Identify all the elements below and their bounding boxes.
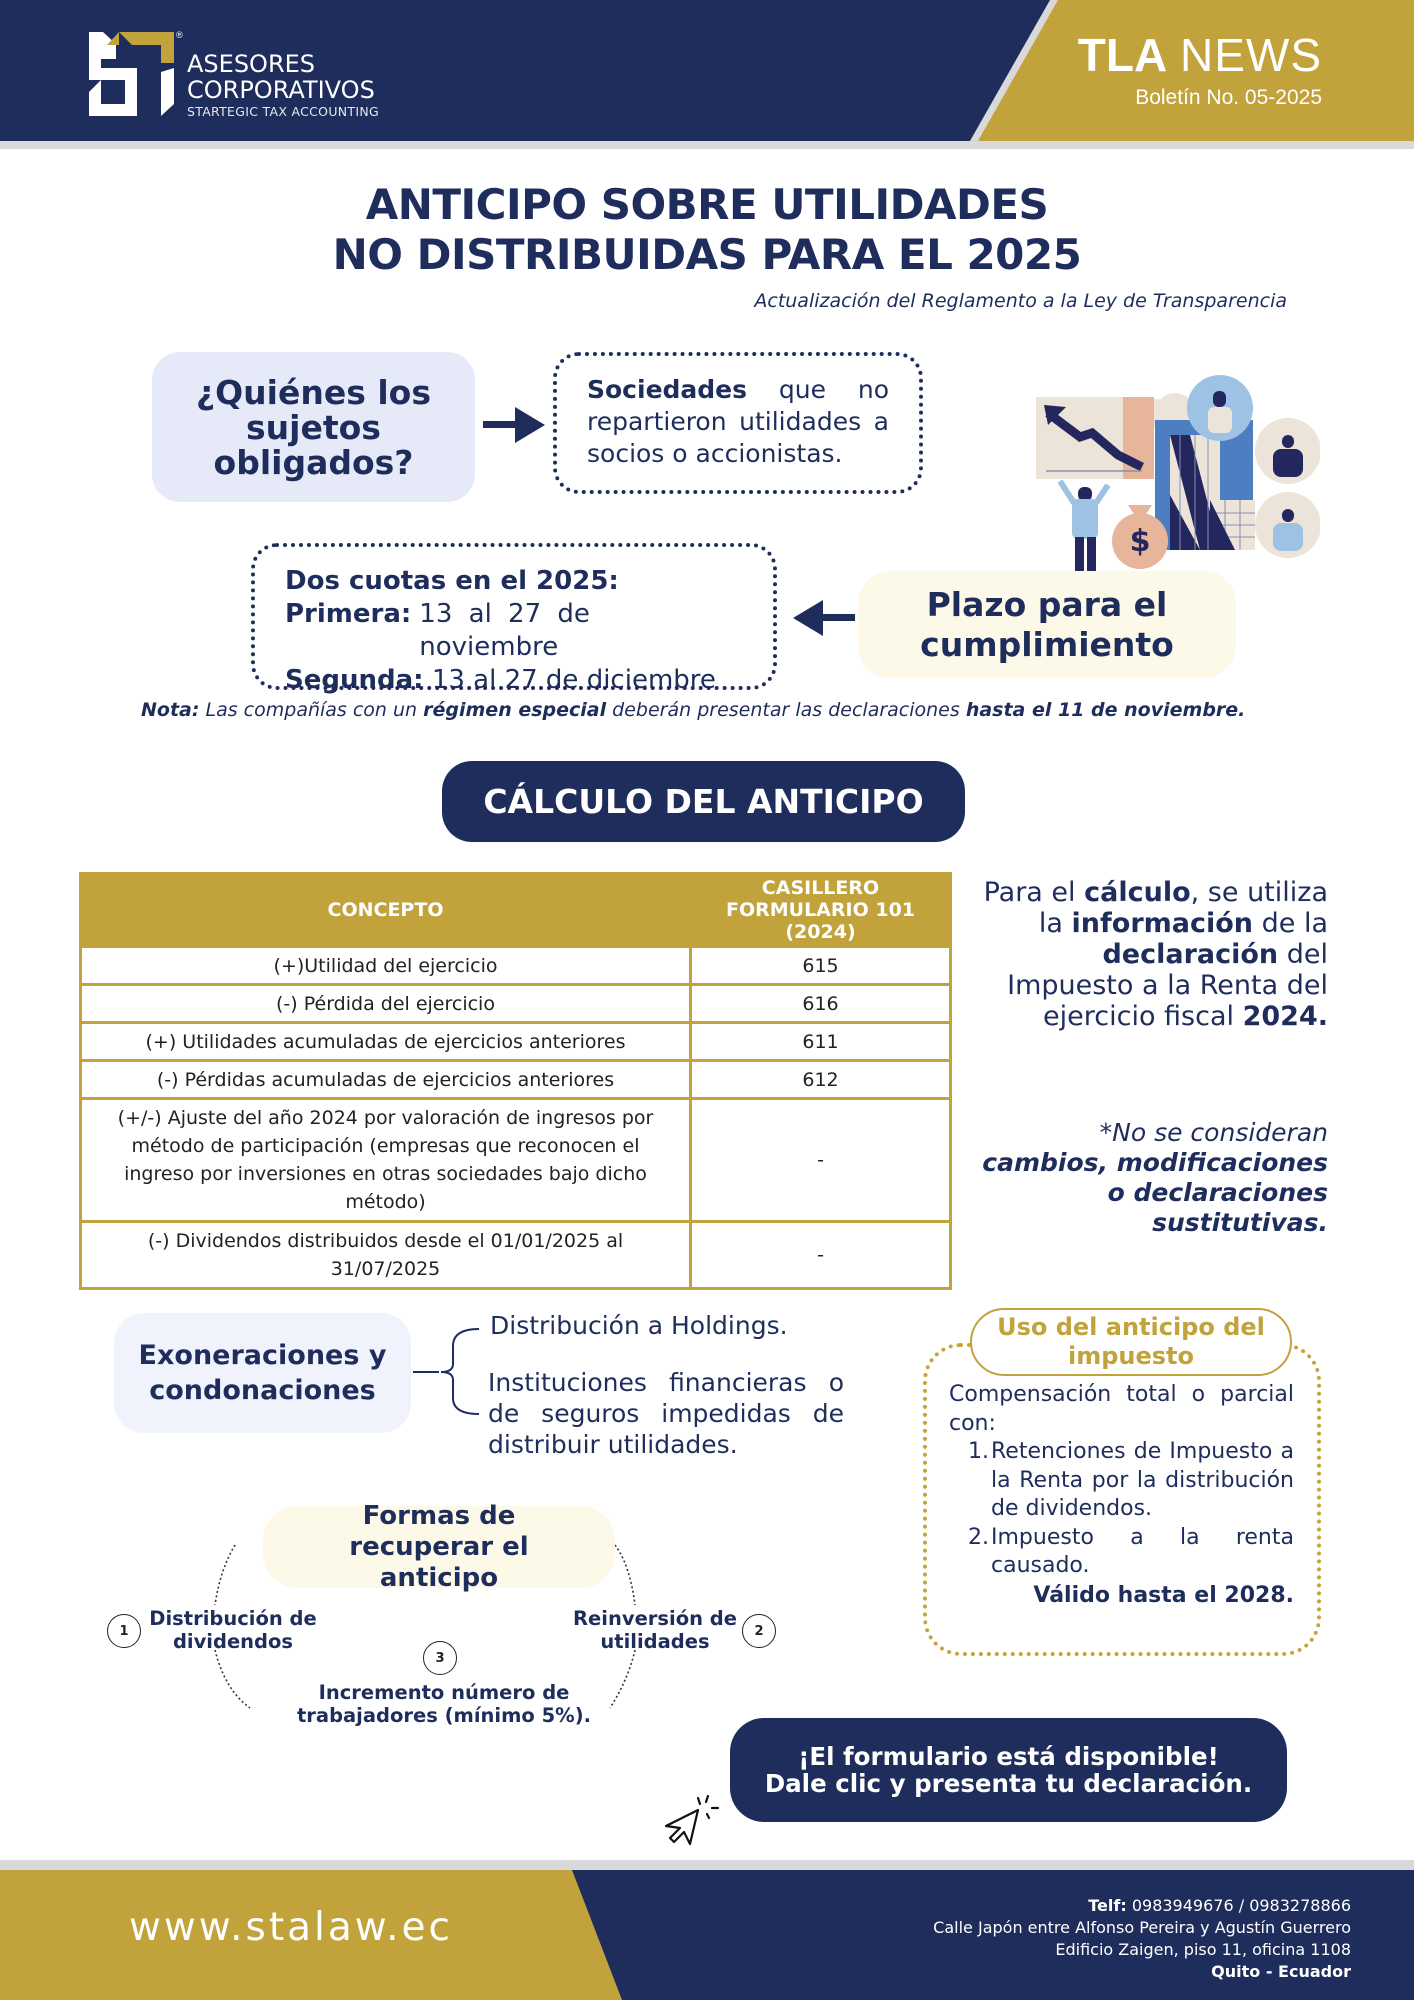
contact-info (933, 1895, 1351, 1983)
uso-list-item (949, 1524, 1294, 1581)
nota-bold-1: régimen especial (423, 699, 607, 721)
box-cell: 611 (691, 1023, 951, 1061)
company-logo-icon (89, 32, 185, 118)
registered-mark: ® (176, 30, 183, 40)
concept-cell: (+/-) Ajuste del año 2024 por valoración de ingresos por método de participación (empresas que reconocen el ingreso por inversiones en otras sociedades bajo dicho método) (81, 1099, 691, 1222)
header-banner (0, 0, 1414, 141)
brand-bold: TLA (1077, 29, 1168, 81)
title-line-2: NO DISTRIBUIDAS PARA EL 2025 (332, 230, 1082, 279)
concept-cell: (-) Pérdida del ejercicio (81, 985, 691, 1023)
cuotas-heading: Dos cuotas en el 2025: (285, 566, 619, 596)
address-line-2: Edificio Zaigen, piso 11, oficina 1108 (1055, 1940, 1351, 1959)
cta-line-1: ¡El formulario está disponible! (798, 1742, 1219, 1771)
exoneraciones-label: Exoneraciones y condonaciones (138, 1340, 387, 1406)
nota-part-1: Las compañías con un (199, 699, 424, 721)
cuota-first-value: 13 al 27 de noviembre (419, 599, 590, 662)
list-text: Impuesto a la renta causado. (991, 1524, 1294, 1578)
cuota-second-label: Segunda: (285, 665, 424, 695)
casillero-line-1: CASILLERO (761, 877, 880, 899)
newsletter-brand (1077, 29, 1322, 81)
page-title (0, 180, 1414, 280)
column-header-casillero (691, 874, 951, 947)
website-link[interactable]: www.stalaw.ec (129, 1905, 453, 1950)
box-cell: 615 (691, 947, 951, 985)
cuota-second-value: 13 al 27 de diciembre (431, 665, 716, 695)
table-row (81, 1099, 951, 1222)
table-row (81, 1222, 951, 1289)
nota-text (141, 698, 1273, 723)
casillero-line-2: FORMULARIO 101 (2024) (725, 899, 916, 943)
arrow-left-icon (793, 598, 855, 638)
info-part-4: del Impuesto a la Renta del ejercicio fiscal (1007, 939, 1328, 1032)
exoneracion-item: Distribución a Holdings. (490, 1311, 788, 1340)
title-line-1: ANTICIPO SOBRE UTILIDADES (365, 180, 1049, 229)
plazo-label: Plazo para el cumplimiento (920, 584, 1174, 664)
list-text: Retenciones de Impuesto a la Renta por la distribución de dividendos. (991, 1439, 1294, 1521)
info-bold-3: declaración (1102, 939, 1279, 970)
cuotas-box (251, 543, 777, 695)
info-bold-4: 2024. (1242, 1001, 1328, 1032)
business-team-illustration (1030, 375, 1320, 575)
phone-number: 0983949676 / 0983278866 (1126, 1896, 1351, 1915)
uso-anticipo-body (949, 1381, 1294, 1610)
cta-line-2: Dale clic y presenta tu declaración. (764, 1769, 1253, 1798)
info-bold-1: cálculo (1084, 877, 1191, 908)
form-available-button[interactable] (730, 1718, 1287, 1822)
cursor-click-icon (660, 1790, 730, 1850)
bulletin-number: Boletín No. 05-2025 (1135, 86, 1322, 109)
step-number-1: 1 (107, 1614, 141, 1648)
note-light: *No se consideran (1099, 1118, 1328, 1147)
logo-line-2: CORPORATIVOS (187, 76, 375, 104)
recuperar-title: Formas de recuperar el anticipo (349, 1500, 529, 1593)
concept-cell: (-) Pérdidas acumuladas de ejercicios anteriores (81, 1061, 691, 1099)
recuperar-item: Incremento número de trabajadores (mínimo 5%). (296, 1681, 592, 1727)
uso-intro: Compensación total o parcial con: (949, 1382, 1294, 1436)
table-row (81, 947, 951, 985)
recuperar-item: Reinversión de utilidades (573, 1607, 737, 1653)
plazo-label-box (858, 571, 1236, 678)
calculo-table (79, 872, 952, 1290)
info-bold-2: información (1071, 908, 1254, 939)
info-part-2: , se utiliza la (1038, 877, 1328, 939)
table-row (81, 1061, 951, 1099)
box-cell: 616 (691, 985, 951, 1023)
uso-anticipo-title (970, 1308, 1292, 1376)
arrow-right-icon (483, 405, 545, 445)
list-number: 2. (968, 1524, 989, 1550)
city: Quito - Ecuador (1211, 1962, 1351, 1981)
recuperar-title-box (263, 1500, 615, 1593)
exoneracion-item: Instituciones financieras o de seguros impedidas de distribuir utilidades. (488, 1368, 844, 1459)
note-bold: cambios, modificaciones o declaraciones sustitutivas. (982, 1148, 1328, 1237)
uso-list-item (949, 1438, 1294, 1524)
table-row (81, 985, 951, 1023)
calculo-note (948, 1118, 1328, 1238)
box-cell: - (691, 1099, 951, 1222)
uso-valid-until: Válido hasta el 2028. (1033, 1582, 1294, 1608)
cuota-first-label: Primera: (285, 599, 412, 629)
cuota-first (285, 598, 743, 664)
step-number-3: 3 (423, 1641, 457, 1675)
obligados-question: ¿Quiénes los sujetos obligados? (195, 372, 431, 482)
header-divider (0, 141, 1414, 149)
recuperar-item: Distribución de dividendos (149, 1607, 317, 1653)
brand-light: NEWS (1180, 29, 1322, 81)
list-number: 1. (968, 1439, 989, 1464)
uso-title-text: Uso del anticipo del impuesto (997, 1313, 1265, 1370)
column-header-concepto: CONCEPTO (81, 874, 691, 947)
obligados-answer-box (553, 352, 923, 494)
info-part-3: de la (1253, 908, 1328, 939)
section-heading-calculo: CÁLCULO DEL ANTICIPO (442, 761, 965, 842)
svg-text:$: $ (1129, 524, 1151, 559)
box-cell: 612 (691, 1061, 951, 1099)
answer-bold: Sociedades (587, 375, 748, 404)
box-cell: - (691, 1222, 951, 1289)
nota-part-2: deberán presentar las declaraciones (606, 699, 966, 721)
obligados-question-box (152, 352, 475, 502)
cuota-second (285, 664, 743, 697)
phone-label: Telf: (1088, 1896, 1127, 1915)
footer-divider (0, 1860, 1414, 1870)
address-line-1: Calle Japón entre Alfonso Pereira y Agustín Guerrero (933, 1918, 1351, 1937)
nota-bold-2: hasta el 11 de noviembre. (965, 699, 1246, 721)
table-header-row (81, 874, 951, 947)
concept-cell: (+) Utilidades acumuladas de ejercicios anteriores (81, 1023, 691, 1061)
step-number-2: 2 (742, 1614, 776, 1648)
table-row (81, 1023, 951, 1061)
concept-cell: (+)Utilidad del ejercicio (81, 947, 691, 985)
contact-phone (933, 1895, 1351, 1917)
exoneraciones-box (114, 1313, 411, 1433)
concept-cell: (-) Dividendos distribuidos desde el 01/01/2025 al 31/07/2025 (81, 1222, 691, 1289)
bracket-connector-icon (413, 1326, 491, 1418)
logo-line-1: ASESORES (187, 50, 316, 78)
nota-label: Nota: (141, 699, 200, 721)
logo-tagline: STARTEGIC TAX ACCOUNTING (187, 104, 379, 119)
info-part-1: Para el (983, 877, 1085, 908)
calculo-info-text (968, 877, 1328, 1032)
page-subtitle: Actualización del Reglamento a la Ley de Transparencia (754, 290, 1287, 312)
answer-text: que no repartieron utilidades a socios o accionistas. (587, 375, 889, 468)
